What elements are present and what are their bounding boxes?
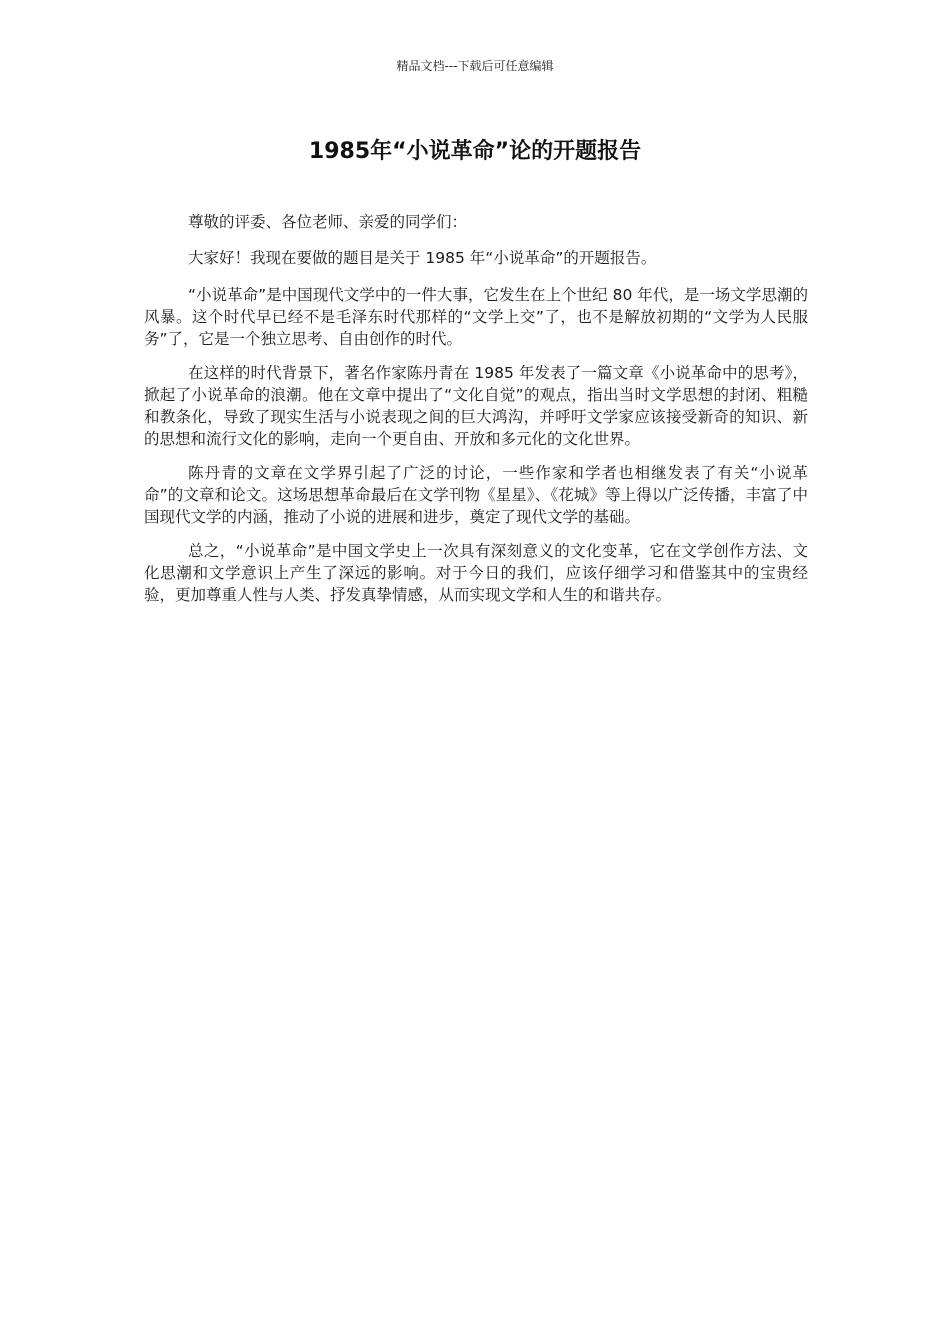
paragraph-background: “小说革命”是中国现代文学中的一件大事，它发生在上个世纪 80 年代，是一场文学思潮的风暴。这个时代早已经不是毛泽东时代那样的“文学上交”了，也不是解放初期的“文学为人民服务”了，它是一个独立思考、自由创作的时代。 — [144, 286, 808, 348]
paragraph-intro: 大家好！我现在要做的题目是关于 1985 年“小说革命”的开题报告。 — [188, 249, 657, 267]
header-note: 精品文档---下载后可任意编辑 — [396, 59, 554, 73]
document-title: 1985年“小说革命”论的开题报告 — [308, 139, 642, 164]
paragraph-discussion: 陈丹青的文章在文学界引起了广泛的讨论，一些作家和学者也相继发表了有关“小说革命”的文章和论文。这场思想革命最后在文学刊物《星星》、《花城》等上得以广泛传播，丰富了中国现代文学的内涵，推动了小说的进展和进步，奠定了现代文学的基础。 — [144, 464, 808, 526]
paragraph-chen-danqing: 在这样的时代背景下，著名作家陈丹青在 1985 年发表了一篇文章《小说革命中的思考》，掀起了小说革命的浪潮。他在文章中提出了“文化自觉”的观点，指出当时文学思想的封闭、粗糙和教条化，导致了现实生活与小说表现之间的巨大鸿沟，并呼吁文学家应该接受新奇的知识、新的思想和流行文化的影响，走向一个更自由、开放和多元化的文化世界。 — [144, 364, 808, 448]
paragraph-conclusion: 总之，“小说革命”是中国文学史上一次具有深刻意义的文化变革，它在文学创作方法、文化思潮和文学意识上产生了深远的影响。对于今日的我们，应该仔细学习和借鉴其中的宝贵经验，更加尊重人性与人类、抒发真挚情感，从而实现文学和人生的和谐共存。 — [144, 542, 808, 604]
document-body — [144, 211, 808, 618]
paragraph-greeting: 尊敬的评委、各位老师、亲爱的同学们： — [188, 213, 468, 231]
